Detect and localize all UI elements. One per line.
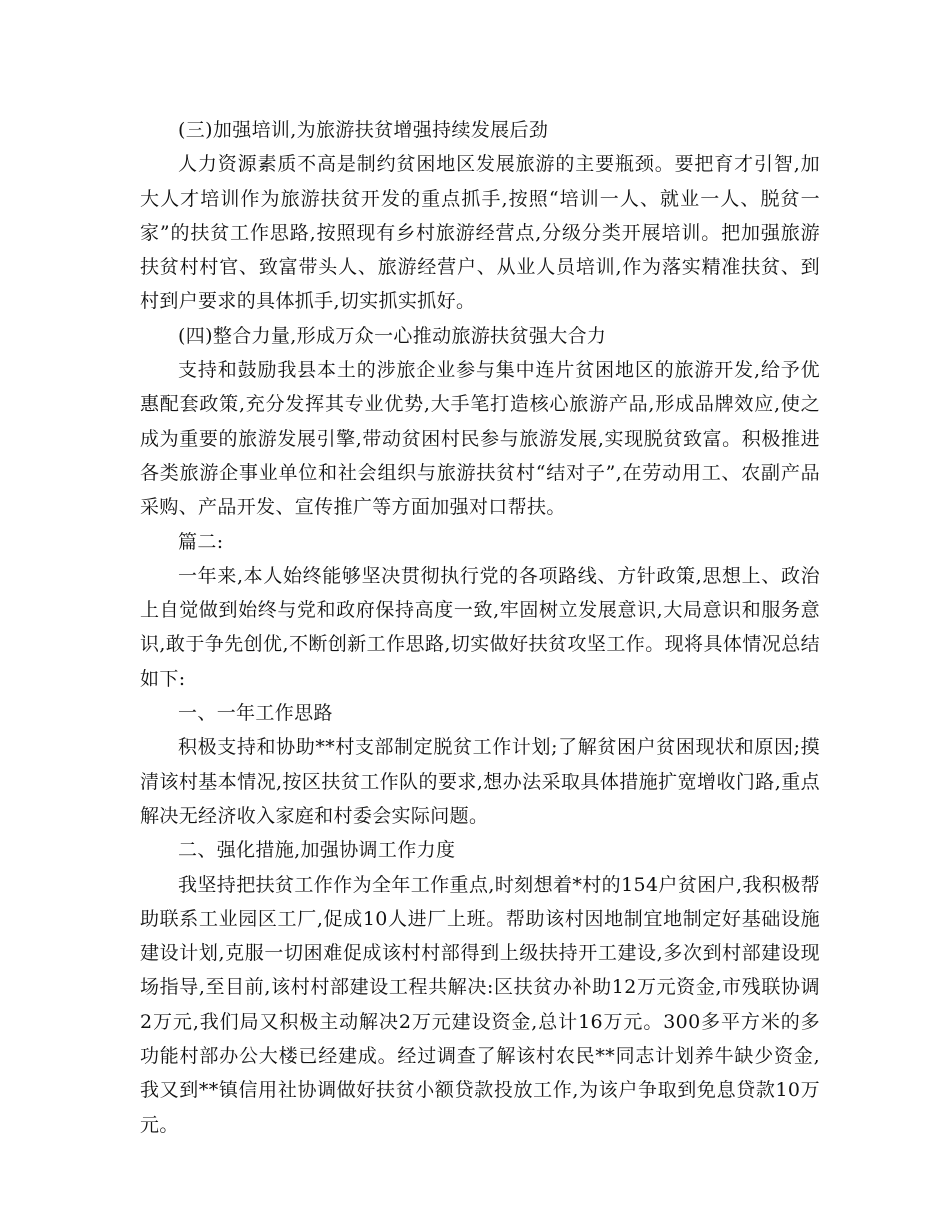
body-paragraph: 积极支持和协助**村支部制定脱贫工作计划;了解贫困户贫困现状和原因;摸清该村基本情况,按区扶贫工作队的要求,想办法采取具体措施扩宽增收门路,重点解决无经济收入家庭和村委会实际问题。 xyxy=(140,736,820,827)
section-heading: (三)加强培训,为旅游扶贫增强持续发展后劲 xyxy=(178,119,549,141)
body-paragraph: 人力资源素质不高是制约贫困地区发展旅游的主要瓶颈。要把育才引智,加大人才培训作为旅游扶贫开发的重点抓手,按照“培训一人、就业一人、脱贫一家”的扶贫工作思路,按照现有乡村旅游经营点,分级分类开展培训。把加强旅游扶贫村村官、致富带头人、旅游经营户、从业人员培训,作为落实精准扶贫、到村到户要求的具体抓手,切实抓实抓好。 xyxy=(140,153,820,313)
part-heading: 篇二: xyxy=(178,530,224,553)
body-paragraph: 支持和鼓励我县本土的涉旅企业参与集中连片贫困地区的旅游开发,给予优惠配套政策,充分发挥其专业优势,大手笔打造核心旅游产品,形成品牌效应,使之成为重要的旅游发展引擎,带动贫困村民参与旅游发展,实现脱贫致富。积极推进各类旅游企事业单位和社会组织与旅游扶贫村“结对子”,在劳动用工、农副产品采购、产品开发、宣传推广等方面加强对口帮扶。 xyxy=(140,359,820,519)
document-body xyxy=(140,113,820,1142)
section-heading: (四)整合力量,形成万众一心推动旅游扶贫强大合力 xyxy=(178,324,607,347)
body-paragraph: 我坚持把扶贫工作作为全年工作重点,时刻想着*村的154户贫困户,我积极帮助联系工业园区工厂,促成10人进厂上班。帮助该村因地制宜地制定好基础设施建设计划,克服一切困难促成该村村部得到上级扶持开工建设,多次到村部建设现场指导,至目前,该村村部建设工程共解决:区扶贫办补助12万元资金,市残联协调2万元,我们局又积极主动解决2万元建设资金,总计16万元。300多平方米的多功能村部办公大楼已经建成。经过调查了解该村农民**同志计划养牛缺少资金,我又到**镇信用社协调做好扶贫小额贷款投放工作,为该户争取到免息贷款10万元。 xyxy=(140,873,820,1136)
section-heading: 一、一年工作思路 xyxy=(178,702,333,725)
section-heading: 二、强化措施,加强协调工作力度 xyxy=(178,839,456,862)
body-paragraph: 一年来,本人始终能够坚决贯彻执行党的各项路线、方针政策,思想上、政治上自觉做到始终与党和政府保持高度一致,牢固树立发展意识,大局意识和服务意识,敢于争先创优,不断创新工作思路,切实做好扶贫攻坚工作。现将具体情况总结如下: xyxy=(140,564,820,690)
